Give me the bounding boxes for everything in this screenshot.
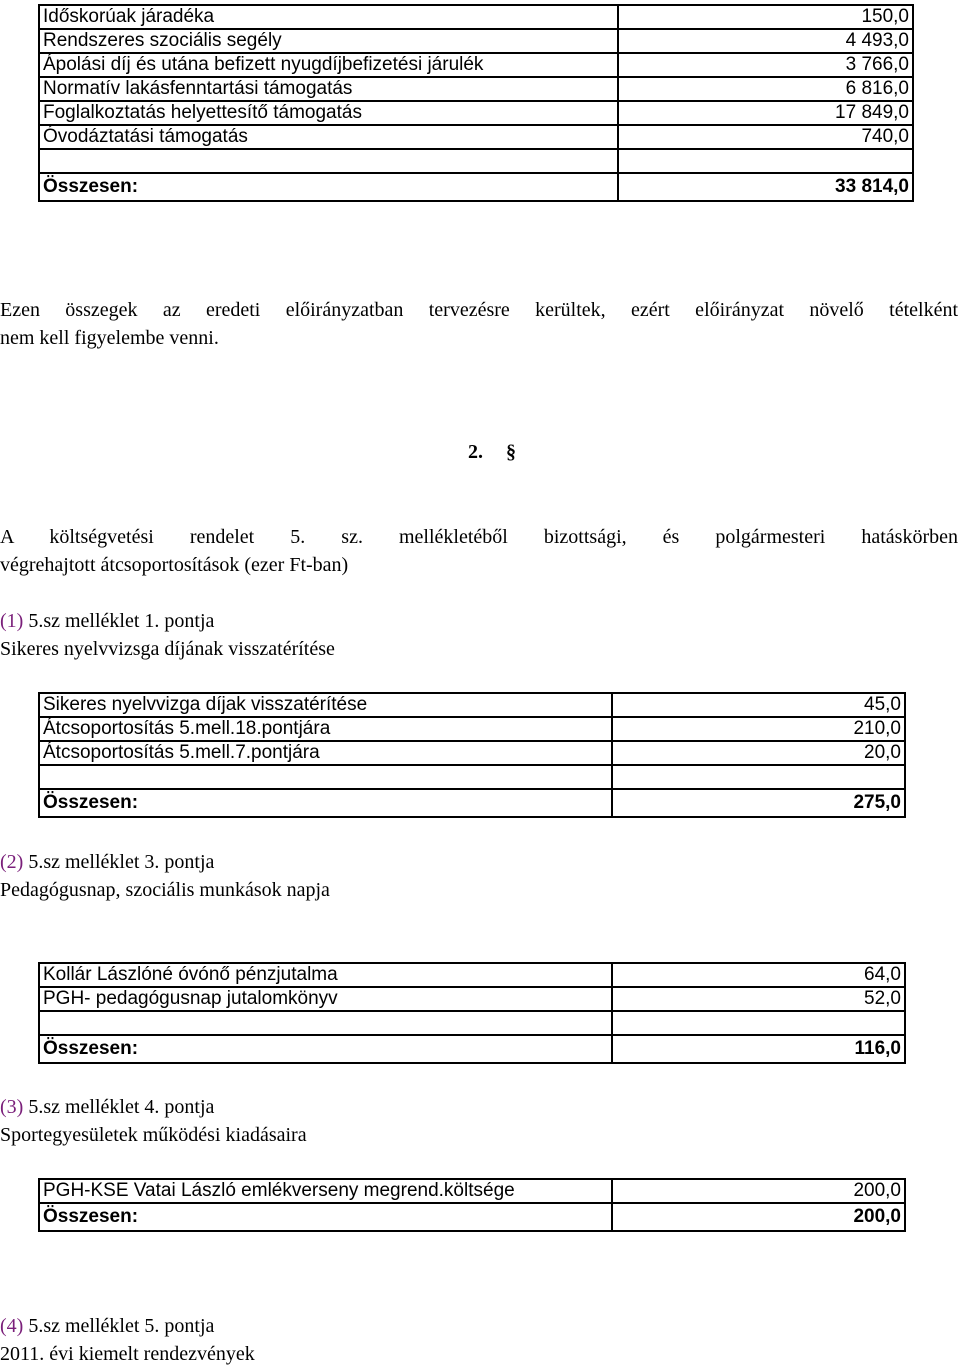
item-ref-text: 5.sz melléklet 1. pontja xyxy=(28,610,215,632)
item-marker: (4) xyxy=(0,1315,24,1337)
total-value: 200,0 xyxy=(612,1203,905,1231)
table-row xyxy=(39,717,905,741)
table-row xyxy=(39,987,905,1011)
item-marker: (2) xyxy=(0,851,24,873)
item-3-table xyxy=(38,1178,906,1232)
total-label: Összesen: xyxy=(39,789,612,817)
row-value: 20,0 xyxy=(612,741,905,765)
row-label: Rendszeres szociális segély xyxy=(39,29,618,53)
item-ref-text: 5.sz melléklet 3. pontja xyxy=(28,851,215,873)
table-row xyxy=(39,29,913,53)
row-label: PGH-KSE Vatai László emlékverseny megrend.költsége xyxy=(39,1179,612,1203)
note-line-1: Ezen összegek az eredeti előirányzatban tervezésre kerültek, ezért előirányzat növelő tételként xyxy=(0,299,958,321)
total-label: Összesen: xyxy=(39,173,618,201)
item-title: Sportegyesületek működési kiadásaira xyxy=(0,1124,307,1146)
row-label: Átcsoportosítás 5.mell.18.pontjára xyxy=(39,717,612,741)
item-2-table xyxy=(38,962,906,1064)
row-label: Foglalkoztatás helyettesítő támogatás xyxy=(39,101,618,125)
table-row xyxy=(39,5,913,29)
row-value: 200,0 xyxy=(612,1179,905,1203)
empty-row xyxy=(39,765,905,789)
total-row xyxy=(39,1203,905,1231)
item-ref-text: 5.sz melléklet 5. pontja xyxy=(28,1315,215,1337)
section-intro-line-1: A költségvetési rendelet 5. sz. mellékletéből bizottsági, és polgármesteri hatáskörben xyxy=(0,526,958,548)
section-intro-line-2: végrehajtott átcsoportosítások (ezer Ft-ban) xyxy=(0,554,349,576)
total-label: Összesen: xyxy=(39,1203,612,1231)
benefits-table xyxy=(38,4,914,202)
row-label: Időskorúak járadéka xyxy=(39,5,618,29)
row-value: 210,0 xyxy=(612,717,905,741)
row-label: Óvodáztatási támogatás xyxy=(39,125,618,149)
row-value: 150,0 xyxy=(618,5,913,29)
item-1-table xyxy=(38,692,906,818)
item-ref-text: 5.sz melléklet 4. pontja xyxy=(28,1096,215,1118)
table-row xyxy=(39,963,905,987)
row-value: 740,0 xyxy=(618,125,913,149)
row-label: Normatív lakásfenntartási támogatás xyxy=(39,77,618,101)
table-row xyxy=(39,101,913,125)
item-title: 2011. évi kiemelt rendezvények xyxy=(0,1343,255,1365)
table-row xyxy=(39,1179,905,1203)
table-row xyxy=(39,693,905,717)
row-value: 64,0 xyxy=(612,963,905,987)
item-marker: (1) xyxy=(0,610,24,632)
table-row xyxy=(39,741,905,765)
row-value: 4 493,0 xyxy=(618,29,913,53)
row-value: 6 816,0 xyxy=(618,77,913,101)
item-ref xyxy=(0,848,214,876)
row-label: Sikeres nyelvvizga díjak visszatérítése xyxy=(39,693,612,717)
row-value: 52,0 xyxy=(612,987,905,1011)
row-label: Átcsoportosítás 5.mell.7.pontjára xyxy=(39,741,612,765)
total-row xyxy=(39,1035,905,1063)
total-value: 116,0 xyxy=(612,1035,905,1063)
row-label: Ápolási díj és utána befizett nyugdíjbefizetési járulék xyxy=(39,53,618,77)
row-value: 45,0 xyxy=(612,693,905,717)
total-value: 275,0 xyxy=(612,789,905,817)
table-row xyxy=(39,125,913,149)
item-ref xyxy=(0,1312,214,1340)
item-marker: (3) xyxy=(0,1096,24,1118)
item-title: Sikeres nyelvvizsga díjának visszatérítése xyxy=(0,638,335,660)
row-label: Kollár Lászlóné óvónő pénzjutalma xyxy=(39,963,612,987)
item-ref xyxy=(0,1093,214,1121)
total-label: Összesen: xyxy=(39,1035,612,1063)
section-heading xyxy=(468,438,516,466)
item-title: Pedagógusnap, szociális munkások napja xyxy=(0,879,330,901)
empty-row xyxy=(39,1011,905,1035)
section-symbol-icon: § xyxy=(506,441,516,463)
item-ref xyxy=(0,607,214,635)
section-number: 2. xyxy=(468,441,483,463)
row-value: 17 849,0 xyxy=(618,101,913,125)
note-line-2: nem kell figyelembe venni. xyxy=(0,327,219,349)
total-value: 33 814,0 xyxy=(618,173,913,201)
row-label: PGH- pedagógusnap jutalomkönyv xyxy=(39,987,612,1011)
table-row xyxy=(39,53,913,77)
row-value: 3 766,0 xyxy=(618,53,913,77)
total-row xyxy=(39,789,905,817)
table-row xyxy=(39,77,913,101)
total-row xyxy=(39,173,913,201)
empty-row xyxy=(39,149,913,173)
